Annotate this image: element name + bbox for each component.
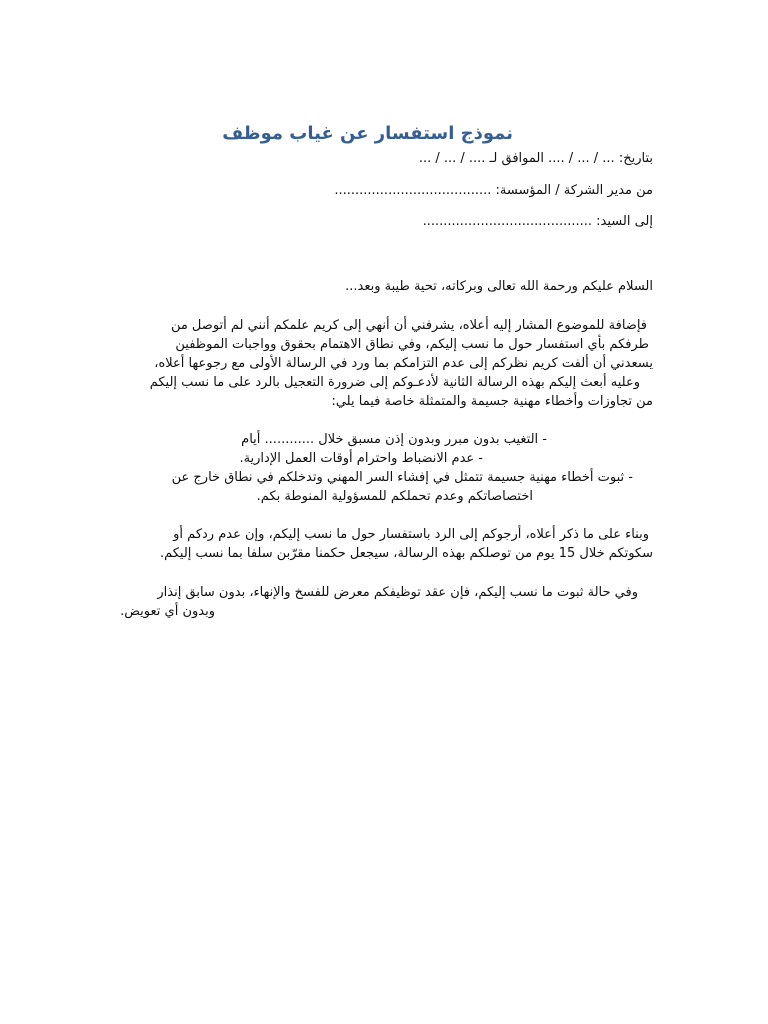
paragraph2-line: سكوتكم خلال 15 يوم من توصلكم بهذه الرسالة، سيجعل حكمنا مقرّبن سلفا بما نسب إليكم. xyxy=(159,546,653,561)
paragraph3-line: وبدون أي تعويض. xyxy=(120,604,215,619)
paragraph1-line: وعليه أبعث إليكم بهذه الرسالة الثانية لأدعـوكم إلى ضرورة التعجيل بالرد على ما نسب إليكم xyxy=(149,375,640,390)
document-title: نموذج استفسار عن غياب موظف xyxy=(222,123,513,144)
list-item: - ثبوت أخطاء مهنية جسيمة تتمثل في إفشاء السر المهني وتدخلكم في نطاق خارج عن xyxy=(171,470,633,485)
paragraph1-line: من تجاوزات وأخطاء مهنية جسيمة والمتمثلة خاصة فيما يلي: xyxy=(331,394,653,409)
list-item: - التغيب بدون مبرر وبدون إذن مسبق خلال ............ أيام xyxy=(241,432,547,447)
from-line: من مدير الشركة / المؤسسة: ...................................... xyxy=(334,183,653,198)
paragraph2-line: وبناء على ما ذكر أعلاه، أرجوكم إلى الرد باستفسار حول ما نسب إليكم، وإن عدم ردكم أو xyxy=(173,527,649,542)
paragraph3-line: وفي حالة ثبوت ما نسب إليكم، فإن عقد توظيفكم معرض للفسخ والإنهاء، بدون سابق إنذار xyxy=(157,585,638,600)
paragraph1-line: يسعدني أن ألفت كريم نظركم إلى عدم التزامكم بما ورد في الرسالة الأولى مع رجوعها أعلاه، xyxy=(154,356,653,371)
document-page xyxy=(113,0,653,1024)
paragraph1-line: فإضافة للموضوع المشار إليه أعلاه، يشرفني أن أنهي إلى كريم علمكم أنني لم أتوصل من xyxy=(170,318,647,333)
list-item: اختصاصاتكم وعدم تحملكم للمسؤولية المنوطة بكم. xyxy=(256,489,533,504)
to-line: إلى السيد: ......................................... xyxy=(422,214,653,229)
greeting: السلام عليكم ورحمة الله تعالى وبركاته، تحية طيبة وبعد... xyxy=(345,279,653,294)
list-item: - عدم الانضباط واحترام أوقات العمل الإدارية. xyxy=(239,451,483,466)
paragraph1-line: طرفكم بأي استفسار حول ما نسب إليكم، وفي نطاق الاهتمام بحقوق وواجبات الموظفين xyxy=(175,337,649,352)
date-line: بتاريخ: ... / ... / .... الموافق لـ .... / ... / ... xyxy=(418,151,653,166)
